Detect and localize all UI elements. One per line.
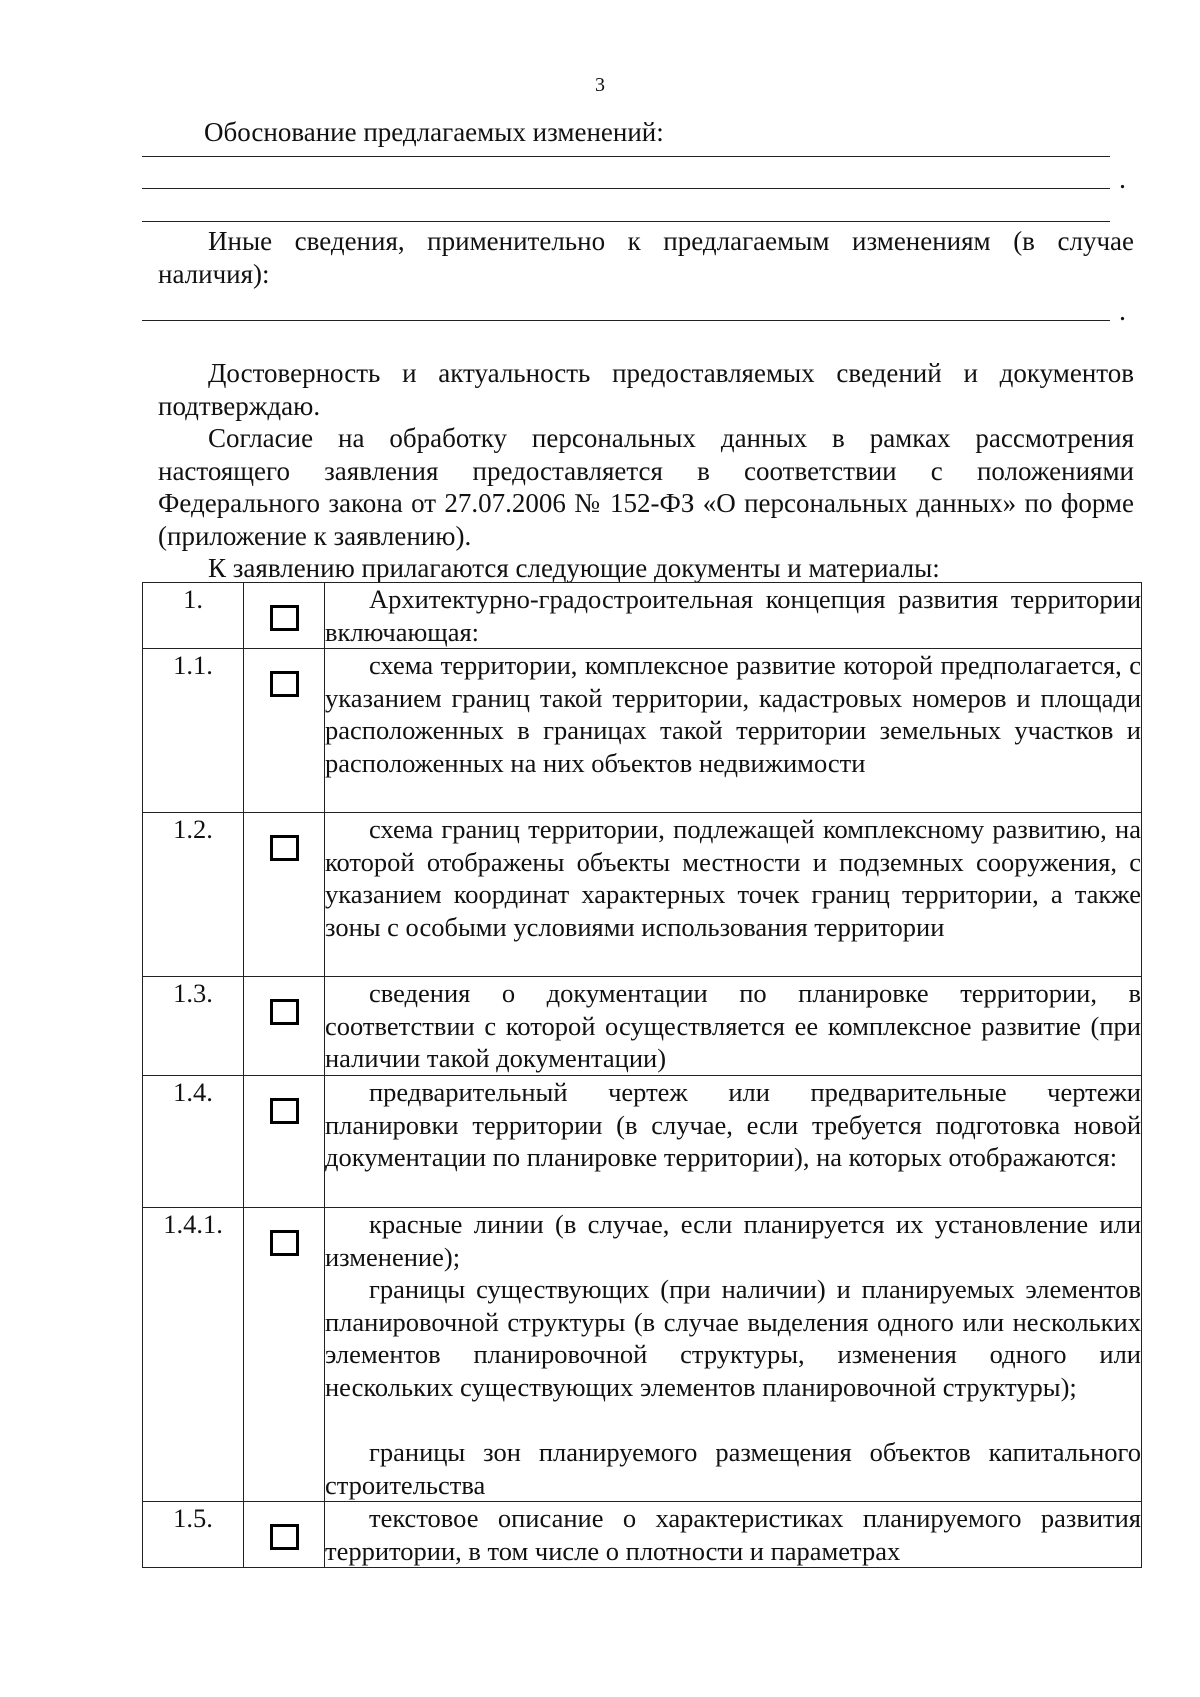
- checkbox[interactable]: [270, 999, 299, 1025]
- table-row: [143, 1076, 1142, 1208]
- item-description: предварительный чертеж или предварительные чертежи планировки территории (в случае, если требуется подготовка новой документации по планировке территории), на которых отображаются:: [325, 1077, 1141, 1173]
- item-number: 1.: [143, 583, 244, 649]
- item-description: красные линии (в случае, если планируется их установление или изменение);: [325, 1209, 1141, 1272]
- checkbox[interactable]: [270, 835, 299, 861]
- table-row: [143, 977, 1142, 1076]
- justification-end-mark: .: [1119, 164, 1126, 195]
- checkbox[interactable]: [270, 1098, 299, 1124]
- other-info-end-mark: .: [1119, 296, 1126, 327]
- table-row: [143, 1208, 1142, 1502]
- page-number: 3: [595, 74, 605, 96]
- justification-line-2[interactable]: [142, 188, 1110, 189]
- item-description: схема территории, комплексное развитие которой предполагается, с указанием границ такой территории, кадастровых номеров и площади расположенных в границах такой территории земельных участков и расположенных на них объектов недвижимости: [325, 650, 1141, 778]
- table-row: [143, 583, 1142, 649]
- item-number: 1.4.: [143, 1076, 244, 1208]
- item-number: 1.4.1.: [143, 1208, 244, 1502]
- checkbox[interactable]: [270, 671, 299, 697]
- item-number: 1.2.: [143, 813, 244, 977]
- item-description: Архитектурно-градостроительная концепция развития территории включающая:: [325, 584, 1141, 647]
- item-number: 1.3.: [143, 977, 244, 1076]
- item-description: границы зон планируемого размещения объектов капитального строительства: [325, 1437, 1141, 1500]
- justification-line-3[interactable]: [142, 221, 1110, 222]
- accuracy-statement: Достоверность и актуальность предоставляемых сведений и документов подтверждаю.: [158, 358, 1134, 421]
- table-row: [143, 1502, 1142, 1568]
- item-description: текстовое описание о характеристиках планируемого развития территории, в том числе о плотности и параметрах: [325, 1503, 1141, 1566]
- table-row: [143, 813, 1142, 977]
- item-number: 1.1.: [143, 649, 244, 813]
- consent-statement: Согласие на обработку персональных данных в рамках рассмотрения настоящего заявления предоставляется в соответствии с положениями Федерального закона от 27.07.2006 № 152-ФЗ «О персональных данных» по форме (приложение к заявлению).: [158, 423, 1134, 551]
- attachments-table: [142, 582, 1142, 1568]
- attachments-intro: К заявлению прилагаются следующие документы и материалы:: [208, 553, 940, 583]
- item-number: 1.5.: [143, 1502, 244, 1568]
- checkbox[interactable]: [270, 605, 299, 631]
- item-description: схема границ территории, подлежащей комплексному развитию, на которой отображены объекты местности и подземных сооружения, с указанием координат характерных точек границ территории, а также зоны с особыми условиями использования территории: [325, 814, 1141, 942]
- other-info-line[interactable]: [142, 320, 1110, 321]
- other-info-label: Иные сведения, применительно к предлагаемым изменениям (в случае наличия):: [158, 226, 1134, 289]
- item-description: сведения о документации по планировке территории, в соответствии с которой осуществляется ее комплексное развитие (при наличии такой документации): [325, 978, 1141, 1074]
- checkbox[interactable]: [270, 1230, 299, 1256]
- justification-line-1[interactable]: [142, 156, 1110, 157]
- justification-label: Обоснование предлагаемых изменений:: [204, 117, 664, 147]
- checkbox[interactable]: [270, 1524, 299, 1550]
- item-description: границы существующих (при наличии) и планируемых элементов планировочной структуры (в случае выделения одного или нескольких элементов планировочной структуры, изменения одного или нескольких существующих элементов планировочной структуры);: [325, 1274, 1141, 1402]
- table-row: [143, 649, 1142, 813]
